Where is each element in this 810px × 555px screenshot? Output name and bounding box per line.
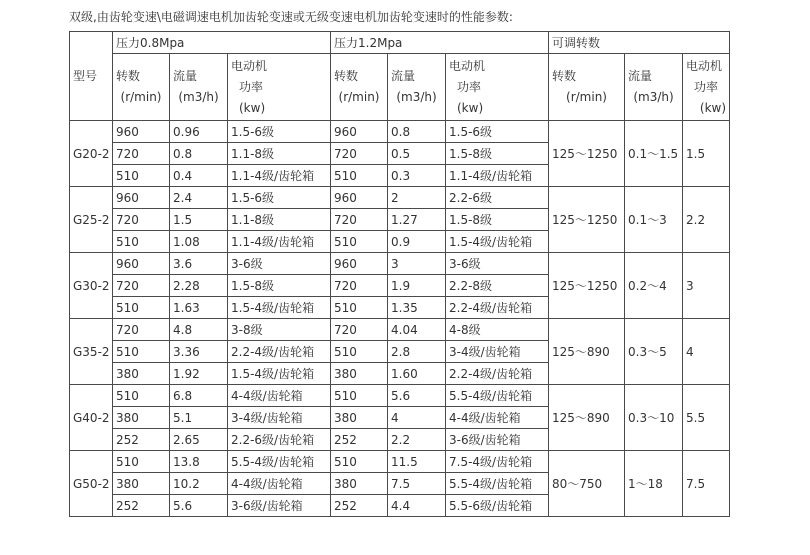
cell-speed-1-2: 252 <box>331 429 388 451</box>
cell-motor-0-8: 5.5-4级/齿轮箱 <box>228 451 331 473</box>
cell-flow-0-8: 0.8 <box>170 143 228 165</box>
cell-speed-1-2: 380 <box>331 363 388 385</box>
cell-flow-0-8: 0.4 <box>170 165 228 187</box>
cell-motor-1-2: 1.5-8级 <box>446 209 549 231</box>
cell-speed-1-2: 960 <box>331 121 388 143</box>
cell-flow-1-2: 4.04 <box>388 319 446 341</box>
cell-flow-1-2: 11.5 <box>388 451 446 473</box>
cell-speed-0-8: 252 <box>113 429 170 451</box>
cell-adjustable-power: 4 <box>683 319 730 385</box>
cell-flow-0-8: 2.65 <box>170 429 228 451</box>
table-body <box>70 121 730 517</box>
header-motor-label2: 功率 <box>694 79 719 94</box>
cell-motor-0-8: 1.1-4级/齿轮箱 <box>228 231 331 253</box>
cell-flow-0-8: 0.96 <box>170 121 228 143</box>
cell-speed-1-2: 510 <box>331 165 388 187</box>
header-speed-2 <box>331 54 388 121</box>
cell-speed-1-2: 720 <box>331 275 388 297</box>
header-flow-3 <box>625 54 683 121</box>
cell-flow-1-2: 1.27 <box>388 209 446 231</box>
cell-flow-0-8: 1.92 <box>170 363 228 385</box>
cell-motor-1-2: 5.5-6级/齿轮箱 <box>446 495 549 517</box>
header-speed-label: 转数 <box>116 69 141 83</box>
table-row <box>70 121 730 143</box>
cell-speed-1-2: 960 <box>331 187 388 209</box>
header-flow-label: 流量 <box>628 69 653 83</box>
header-flow-unit: (m3/h) <box>178 90 219 104</box>
header-group-adjustable: 可调转数 <box>549 32 730 54</box>
cell-adjustable-speed: 80～750 <box>549 451 625 517</box>
header-motor-label: 电动机 <box>449 58 486 73</box>
performance-table <box>69 31 730 517</box>
header-speed-label: 转数 <box>334 69 359 83</box>
cell-model: G25-2 <box>70 187 113 253</box>
cell-motor-1-2: 3-6级/齿轮箱 <box>446 429 549 451</box>
cell-motor-0-8: 3-6级 <box>228 253 331 275</box>
header-flow-2 <box>388 54 446 121</box>
cell-speed-0-8: 252 <box>113 495 170 517</box>
header-speed-unit: (r/min) <box>566 90 607 104</box>
cell-model: G35-2 <box>70 319 113 385</box>
cell-speed-1-2: 510 <box>331 385 388 407</box>
cell-flow-0-8: 10.2 <box>170 473 228 495</box>
cell-flow-0-8: 1.5 <box>170 209 228 231</box>
cell-motor-1-2: 1.5-6级 <box>446 121 549 143</box>
cell-model: G40-2 <box>70 385 113 451</box>
cell-motor-1-2: 5.5-4级/齿轮箱 <box>446 385 549 407</box>
cell-flow-0-8: 13.8 <box>170 451 228 473</box>
cell-speed-0-8: 510 <box>113 165 170 187</box>
cell-flow-1-2: 0.5 <box>388 143 446 165</box>
header-row-groups <box>70 32 730 54</box>
cell-motor-0-8: 1.5-6级 <box>228 121 331 143</box>
cell-flow-1-2: 0.8 <box>388 121 446 143</box>
header-flow-label: 流量 <box>391 69 416 83</box>
cell-speed-0-8: 960 <box>113 187 170 209</box>
cell-speed-1-2: 380 <box>331 473 388 495</box>
cell-adjustable-speed: 125～890 <box>549 385 625 451</box>
cell-adjustable-speed: 125～890 <box>549 319 625 385</box>
cell-motor-1-2: 4-8级 <box>446 319 549 341</box>
cell-speed-1-2: 510 <box>331 341 388 363</box>
header-speed-label: 转数 <box>552 69 577 83</box>
cell-flow-1-2: 5.6 <box>388 385 446 407</box>
cell-adjustable-speed: 125～1250 <box>549 121 625 187</box>
cell-flow-1-2: 1.35 <box>388 297 446 319</box>
header-motor-1 <box>228 54 331 121</box>
cell-speed-0-8: 510 <box>113 297 170 319</box>
cell-model: G20-2 <box>70 121 113 187</box>
cell-speed-1-2: 720 <box>331 209 388 231</box>
header-row-fields <box>70 54 730 121</box>
cell-speed-1-2: 510 <box>331 297 388 319</box>
cell-flow-0-8: 4.8 <box>170 319 228 341</box>
cell-adjustable-speed: 125～1250 <box>549 253 625 319</box>
cell-speed-1-2: 510 <box>331 231 388 253</box>
cell-flow-0-8: 2.4 <box>170 187 228 209</box>
cell-speed-0-8: 720 <box>113 319 170 341</box>
table-row <box>70 385 730 407</box>
cell-adjustable-power: 2.2 <box>683 187 730 253</box>
header-motor-unit: (kw) <box>239 100 266 115</box>
header-motor-label: 电动机 <box>686 58 723 73</box>
cell-speed-0-8: 510 <box>113 385 170 407</box>
cell-model: G30-2 <box>70 253 113 319</box>
cell-flow-1-2: 1.9 <box>388 275 446 297</box>
cell-adjustable-speed: 125～1250 <box>549 187 625 253</box>
cell-flow-1-2: 0.3 <box>388 165 446 187</box>
cell-motor-0-8: 1.5-6级 <box>228 187 331 209</box>
cell-adjustable-flow: 0.1～3 <box>625 187 683 253</box>
header-group-1-2mpa: 压力1.2Mpa <box>331 32 549 54</box>
cell-flow-0-8: 5.1 <box>170 407 228 429</box>
cell-speed-0-8: 960 <box>113 253 170 275</box>
cell-adjustable-power: 5.5 <box>683 385 730 451</box>
cell-flow-0-8: 1.08 <box>170 231 228 253</box>
cell-speed-1-2: 960 <box>331 253 388 275</box>
cell-speed-0-8: 510 <box>113 341 170 363</box>
cell-motor-0-8: 1.5-4级/齿轮箱 <box>228 363 331 385</box>
cell-motor-0-8: 4-4级/齿轮箱 <box>228 385 331 407</box>
cell-motor-0-8: 3-6级/齿轮箱 <box>228 495 331 517</box>
cell-motor-1-2: 3-4级/齿轮箱 <box>446 341 549 363</box>
cell-motor-0-8: 1.1-8级 <box>228 209 331 231</box>
header-flow-unit: (m3/h) <box>633 90 674 104</box>
header-motor-label: 电动机 <box>231 58 268 73</box>
table-row <box>70 319 730 341</box>
cell-speed-1-2: 380 <box>331 407 388 429</box>
cell-motor-1-2: 2.2-4级/齿轮箱 <box>446 297 549 319</box>
header-motor-label2: 功率 <box>239 79 264 94</box>
table-row <box>70 451 730 473</box>
cell-speed-0-8: 720 <box>113 209 170 231</box>
cell-model: G50-2 <box>70 451 113 517</box>
header-motor-2 <box>446 54 549 121</box>
header-flow-label: 流量 <box>173 69 198 83</box>
cell-flow-1-2: 3 <box>388 253 446 275</box>
cell-speed-0-8: 380 <box>113 473 170 495</box>
header-flow-1 <box>170 54 228 121</box>
table-caption: 双级,由齿轮变速\电磁调速电机加齿轮变速或无级变速电机加齿轮变速时的性能参数: <box>69 10 513 24</box>
cell-adjustable-flow: 0.3～5 <box>625 319 683 385</box>
cell-speed-1-2: 720 <box>331 143 388 165</box>
cell-motor-1-2: 2.2-4级/齿轮箱 <box>446 363 549 385</box>
header-motor-unit: (kw) <box>457 100 484 115</box>
header-speed-unit: (r/min) <box>120 90 162 104</box>
cell-speed-0-8: 510 <box>113 231 170 253</box>
header-motor-3 <box>683 54 730 121</box>
cell-motor-1-2: 1.5-4级/齿轮箱 <box>446 231 549 253</box>
cell-motor-0-8: 4-4级/齿轮箱 <box>228 473 331 495</box>
header-flow-unit: (m3/h) <box>396 90 437 104</box>
cell-motor-0-8: 2.2-6级/齿轮箱 <box>228 429 331 451</box>
cell-motor-0-8: 1.1-8级 <box>228 143 331 165</box>
header-motor-label2: 功率 <box>457 79 482 94</box>
cell-adjustable-flow: 0.3～10 <box>625 385 683 451</box>
cell-motor-0-8: 3-4级/齿轮箱 <box>228 407 331 429</box>
cell-motor-1-2: 2.2-8级 <box>446 275 549 297</box>
cell-motor-1-2: 3-6级 <box>446 253 549 275</box>
cell-motor-0-8: 1.5-4级/齿轮箱 <box>228 297 331 319</box>
cell-speed-0-8: 380 <box>113 363 170 385</box>
cell-flow-1-2: 2 <box>388 187 446 209</box>
header-group-0-8mpa: 压力0.8Mpa <box>113 32 331 54</box>
cell-flow-0-8: 2.28 <box>170 275 228 297</box>
cell-adjustable-power: 1.5 <box>683 121 730 187</box>
cell-speed-1-2: 720 <box>331 319 388 341</box>
cell-adjustable-flow: 0.2～4 <box>625 253 683 319</box>
cell-adjustable-power: 7.5 <box>683 451 730 517</box>
cell-motor-1-2: 4-4级/齿轮箱 <box>446 407 549 429</box>
cell-motor-0-8: 1.5-8级 <box>228 275 331 297</box>
cell-speed-0-8: 380 <box>113 407 170 429</box>
cell-flow-1-2: 7.5 <box>388 473 446 495</box>
cell-flow-0-8: 1.63 <box>170 297 228 319</box>
cell-motor-0-8: 2.2-4级/齿轮箱 <box>228 341 331 363</box>
cell-flow-0-8: 3.36 <box>170 341 228 363</box>
header-speed-3 <box>549 54 625 121</box>
cell-motor-1-2: 7.5-4级/齿轮箱 <box>446 451 549 473</box>
cell-motor-0-8: 3-8级 <box>228 319 331 341</box>
cell-flow-1-2: 0.9 <box>388 231 446 253</box>
cell-speed-1-2: 510 <box>331 451 388 473</box>
header-speed-1 <box>113 54 170 121</box>
cell-motor-1-2: 2.2-6级 <box>446 187 549 209</box>
header-speed-unit: (r/min) <box>338 90 380 104</box>
cell-flow-1-2: 4 <box>388 407 446 429</box>
header-motor-unit: (kw) <box>699 100 727 115</box>
table-row <box>70 187 730 209</box>
cell-speed-0-8: 720 <box>113 143 170 165</box>
cell-adjustable-flow: 1～18 <box>625 451 683 517</box>
cell-flow-0-8: 3.6 <box>170 253 228 275</box>
cell-speed-1-2: 252 <box>331 495 388 517</box>
cell-flow-1-2: 1.60 <box>388 363 446 385</box>
cell-motor-0-8: 1.1-4级/齿轮箱 <box>228 165 331 187</box>
cell-speed-0-8: 510 <box>113 451 170 473</box>
cell-flow-1-2: 4.4 <box>388 495 446 517</box>
cell-flow-0-8: 6.8 <box>170 385 228 407</box>
table-row <box>70 253 730 275</box>
cell-speed-0-8: 720 <box>113 275 170 297</box>
cell-adjustable-power: 3 <box>683 253 730 319</box>
cell-speed-0-8: 960 <box>113 121 170 143</box>
header-model: 型号 <box>70 32 113 121</box>
cell-flow-0-8: 5.6 <box>170 495 228 517</box>
cell-motor-1-2: 5.5-4级/齿轮箱 <box>446 473 549 495</box>
cell-motor-1-2: 1.1-4级/齿轮箱 <box>446 165 549 187</box>
cell-flow-1-2: 2.8 <box>388 341 446 363</box>
cell-adjustable-flow: 0.1～1.5 <box>625 121 683 187</box>
cell-motor-1-2: 1.5-8级 <box>446 143 549 165</box>
cell-flow-1-2: 2.2 <box>388 429 446 451</box>
